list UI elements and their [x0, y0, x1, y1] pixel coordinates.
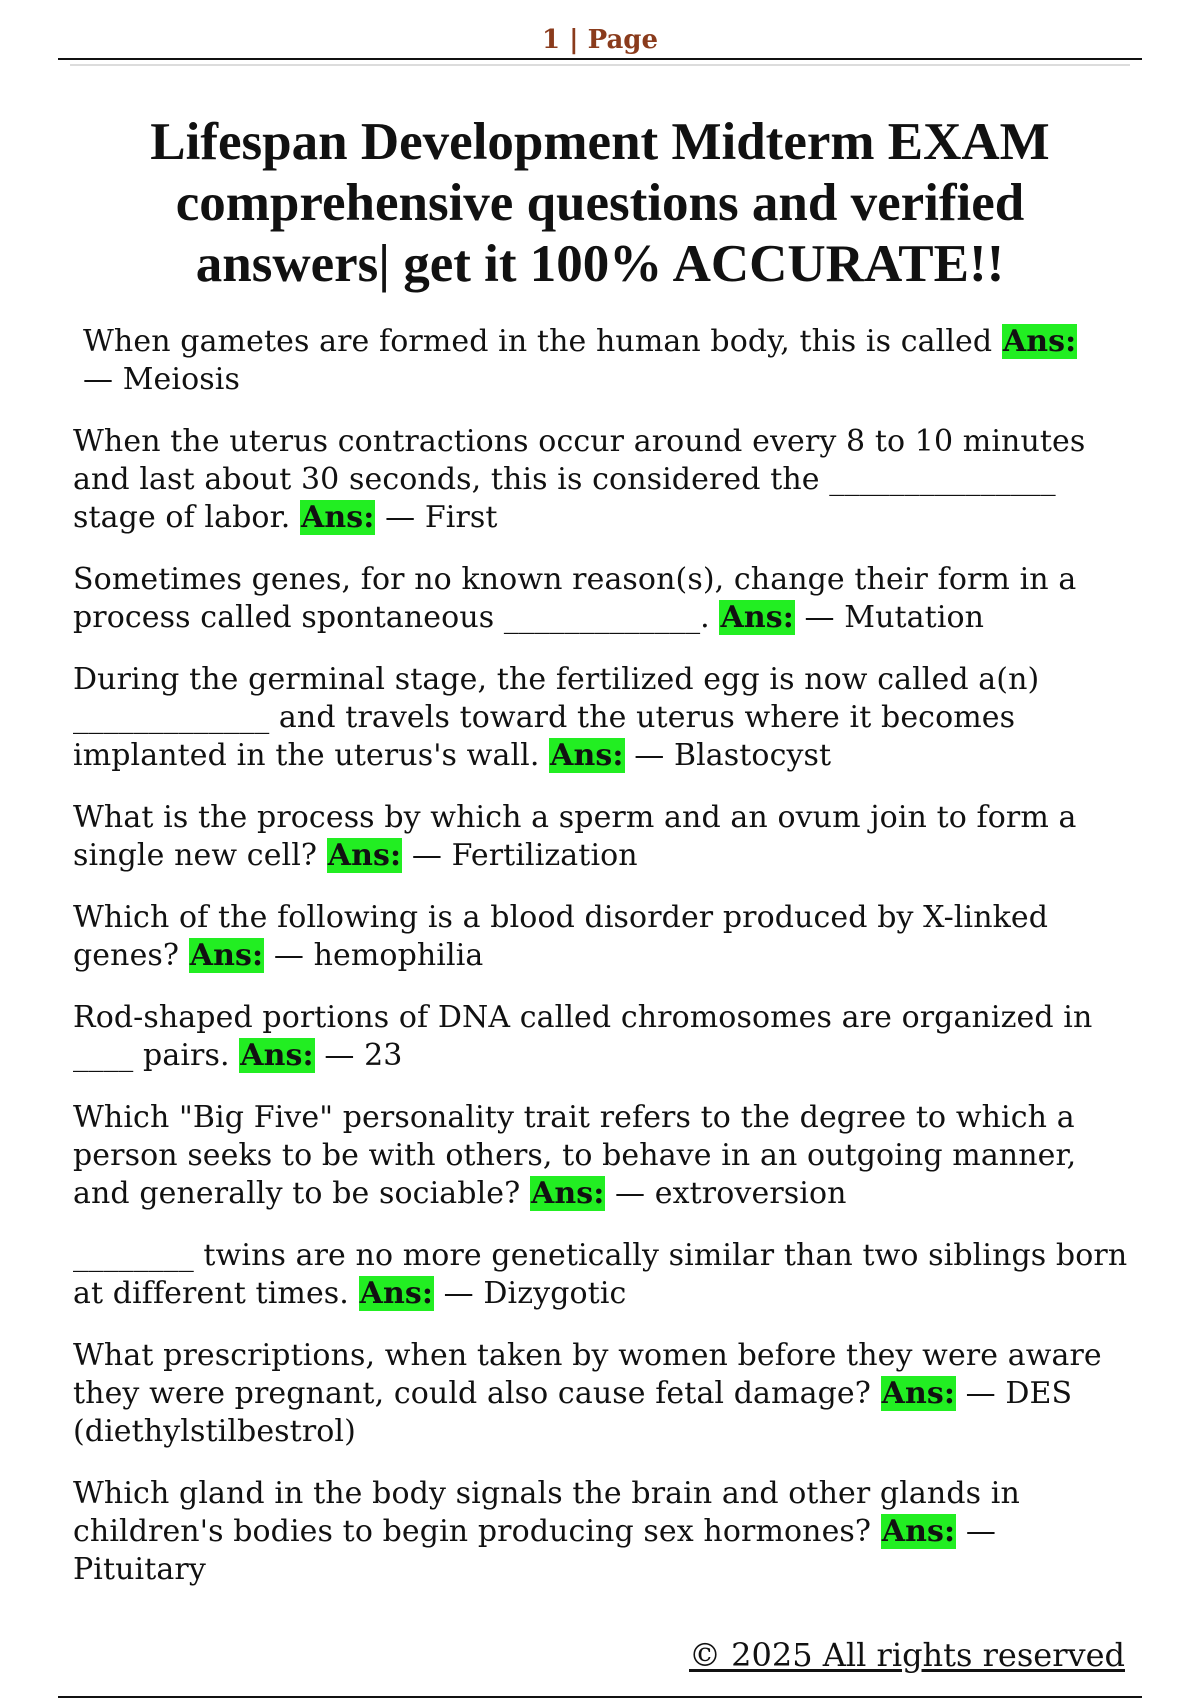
- question-answer-list: [73, 323, 1135, 1613]
- answer-label: Ans:: [881, 1376, 956, 1411]
- answer-text: — First: [385, 500, 498, 535]
- qa-item: [73, 1099, 1135, 1213]
- answer-text: — Fertilization: [411, 838, 638, 873]
- qa-item: [73, 423, 1135, 537]
- answer-label: Ans:: [327, 838, 402, 873]
- qa-item: [73, 1475, 1135, 1589]
- answer-text: — Pituitary: [73, 1514, 996, 1587]
- qa-item: [73, 661, 1135, 775]
- answer-text: — DES (diethylstilbestrol): [73, 1376, 1073, 1449]
- answer-text: — Dizygotic: [443, 1276, 627, 1311]
- answer-text: — Meiosis: [83, 362, 240, 397]
- title-line-1: Lifespan Development Midterm EXAM: [150, 113, 1050, 171]
- qa-item: [73, 1337, 1135, 1451]
- answer-text: — extroversion: [615, 1176, 847, 1211]
- question-text: When gametes are formed in the human body, this is called: [83, 324, 993, 359]
- question-text: Which gland in the body signals the brain and other glands in children's bodies to begin producing sex hormones?: [73, 1476, 1020, 1549]
- question-text: ________ twins are no more genetically similar than two siblings born at different times.: [73, 1238, 1128, 1311]
- footer-divider: [58, 1696, 1142, 1698]
- answer-text: — Mutation: [804, 600, 985, 635]
- answer-text: — hemophilia: [273, 938, 484, 973]
- qa-item: [73, 561, 1135, 637]
- answer-label: Ans:: [359, 1276, 434, 1311]
- question-text: Sometimes genes, for no known reason(s), change their form in a process called spontaneous _____________.: [73, 562, 1077, 635]
- answer-text: — 23: [324, 1038, 403, 1073]
- question-text: Rod-shaped portions of DNA called chromosomes are organized in ____ pairs.: [73, 1000, 1093, 1073]
- copyright-notice: © 2025 All rights reserved: [689, 1636, 1125, 1674]
- qa-item: [73, 323, 1135, 399]
- title-line-3: answers| get it 100% ACCURATE!!: [195, 235, 1005, 293]
- answer-label: Ans:: [881, 1514, 956, 1549]
- page-header: [58, 22, 1142, 60]
- page-number: 1 | Page: [541, 25, 659, 55]
- question-text: Which of the following is a blood disorder produced by X-linked genes?: [73, 900, 1049, 973]
- answer-text: — Blastocyst: [634, 738, 832, 773]
- answer-label: Ans:: [189, 938, 264, 973]
- question-text: When the uterus contractions occur around every 8 to 10 minutes and last about 30 seconds, this is considered the _______________ stage of labor.: [73, 424, 1086, 535]
- answer-label: Ans:: [1002, 324, 1077, 359]
- qa-item: [73, 1237, 1135, 1313]
- document-title: [90, 112, 1110, 295]
- qa-item: [73, 899, 1135, 975]
- question-text: What is the process by which a sperm and an ovum join to form a single new cell?: [73, 800, 1077, 873]
- header-divider: [70, 64, 1130, 66]
- answer-label: Ans:: [550, 738, 624, 773]
- answer-label: Ans:: [530, 1176, 605, 1211]
- question-text: What prescriptions, when taken by women before they were aware they were pregnant, could also cause fetal damage?: [73, 1338, 1102, 1411]
- answer-label: Ans:: [301, 500, 375, 535]
- answer-label: Ans:: [240, 1038, 314, 1073]
- question-text: During the germinal stage, the fertilized egg is now called a(n) _____________ and travels toward the uterus where it becomes implanted in the uterus's wall.: [73, 662, 1040, 773]
- qa-item: [73, 999, 1135, 1075]
- qa-item: [73, 799, 1135, 875]
- question-text: Which "Big Five" personality trait refers to the degree to which a person seeks to be with others, to behave in an outgoing manner, and generally to be sociable?: [73, 1100, 1077, 1211]
- answer-label: Ans:: [720, 600, 794, 635]
- title-line-2: comprehensive questions and verified: [175, 174, 1025, 232]
